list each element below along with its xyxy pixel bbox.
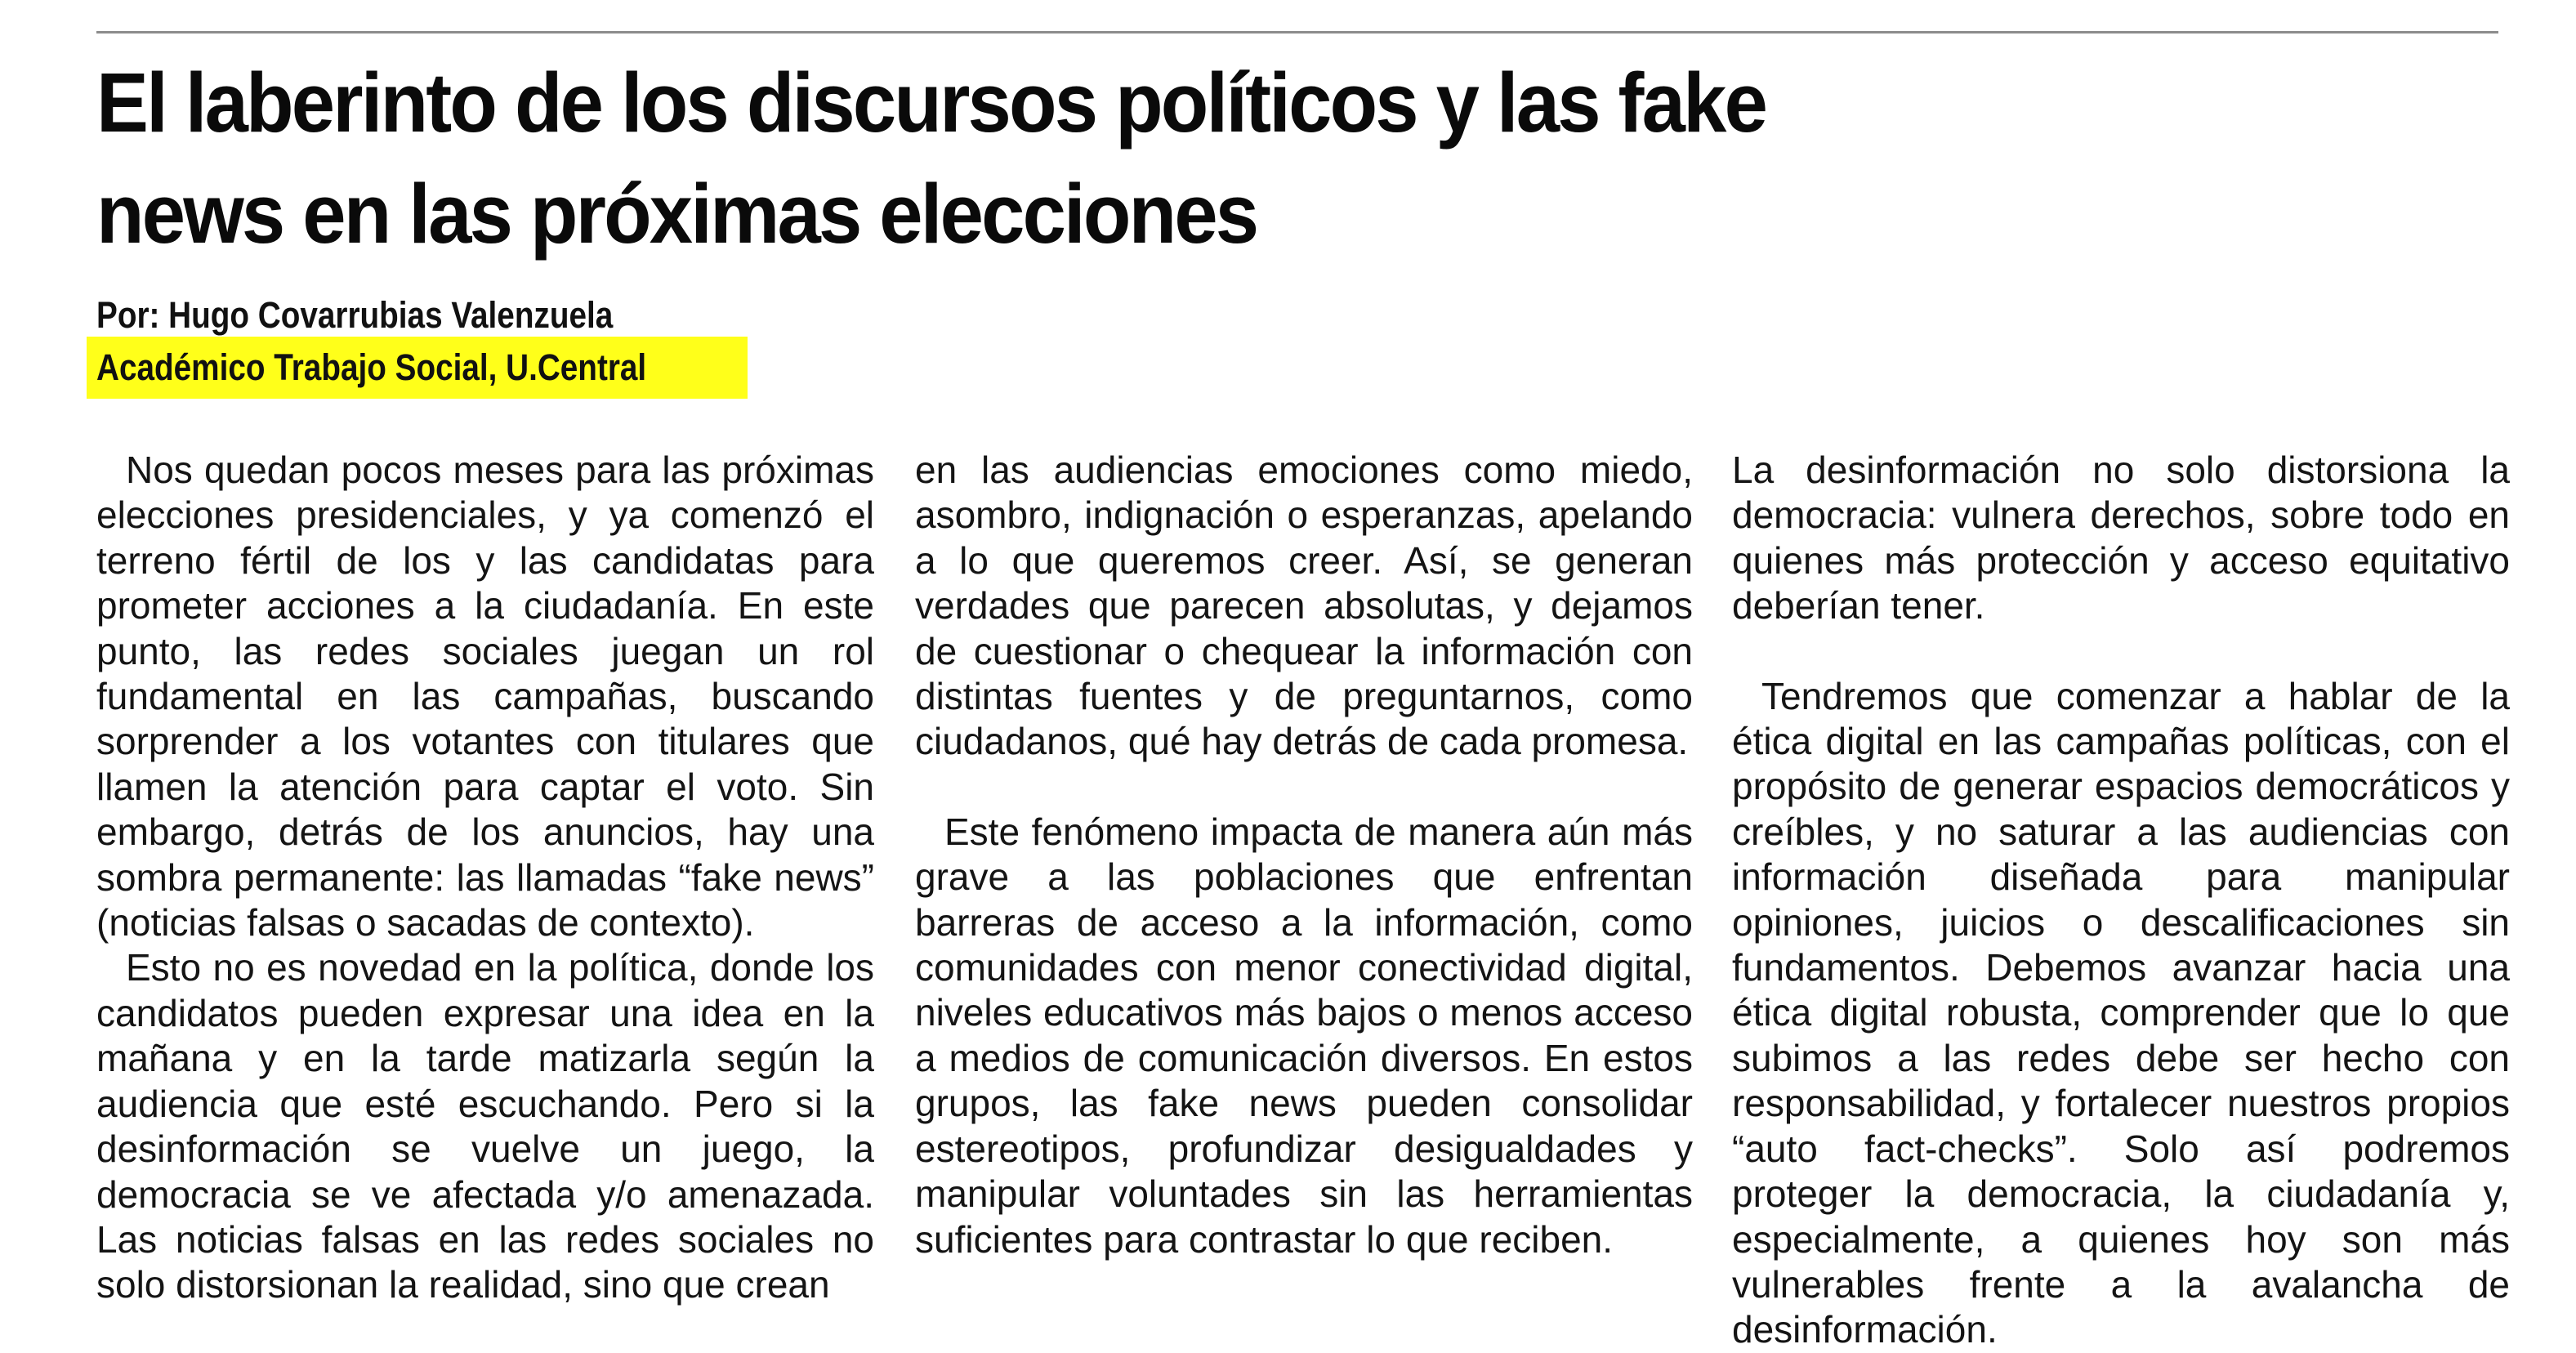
author-affiliation-highlight <box>87 337 748 399</box>
top-rule <box>96 31 2498 33</box>
column-1-paragraph-2: Esto no es novedad en la política, donde los candidatos pueden expresar una idea en la mañana y en la tarde matizarla según la audiencia que esté escuchando. Pero si la desinformación se vuelve un juego, la democracia se ve afectada y/o amenazada. Las noticias falsas en las redes sociales no solo distorsionan la realidad, sino que crean <box>96 946 874 1306</box>
article-column-1 <box>96 448 874 1308</box>
column-3-paragraph-1: La desinformación no solo distorsiona la democracia: vulnera derechos, sobre todo en quienes más protección y acceso equitativo deberían tener. <box>1732 449 2510 627</box>
headline-line-1: El laberinto de los discursos políticos y las fake <box>96 56 1766 150</box>
column-3-paragraph-2: Tendremos que comenzar a hablar de la ética digital en las campañas políticas, con el propósito de generar espacios democráticos y creíbles, y no saturar a las audiencias con información diseñada para manipular opiniones, juicios o descalificaciones sin fundamentos. Debemos avanzar hacia una ética digital robusta, comprender que lo que subimos a las redes debe ser hecho con responsabilidad, y fortalecer nuestros propios “auto fact-checks”. Solo así podremos proteger la democracia, la ciudadanía y, especialmente, a quienes hoy son más vulnerables frente a la avalancha de desinformación. <box>1732 674 2510 1351</box>
article-column-3 <box>1732 448 2510 1353</box>
column-1-paragraph-1: Nos quedan pocos meses para las próximas elecciones presidenciales, y ya comenzó el terreno fértil de los y las candidatas para prometer acciones a la ciudadanía. En este punto, las redes sociales juegan un rol fundamental en las campañas, buscando sorprender a los votantes con titulares que llamen la atención para captar el voto. Sin embargo, detrás de los anuncios, hay una sombra permanente: las llamadas “fake news” (noticias falsas o sacadas de contexto). <box>96 449 874 944</box>
author-affiliation: Académico Trabajo Social, U.Central <box>96 346 647 388</box>
column-2-paragraph-2: Este fenómeno impacta de manera aún más grave a las poblaciones que enfrentan barreras de acceso a la información, como comunidades con menor conectividad digital, niveles educativos más bajos o menos acceso a medios de comunicación diversos. En estos grupos, las fake news pueden consolidar estereotipos, profundizar desigualdades y manipular voluntades sin las herramientas suficientes para contrastar lo que reciben. <box>915 810 1693 1261</box>
column-2-paragraph-1: en las audiencias emociones como miedo, asombro, indignación o esperanzas, apelando a lo que queremos creer. Así, se generan verdades que parecen absolutas, y dejamos de cuestionar o chequear la información con distintas fuentes y de preguntarnos, como ciudadanos, qué hay detrás de cada promesa. <box>915 449 1693 763</box>
article-column-2 <box>915 448 1693 1262</box>
headline-line-2: news en las próximas elecciones <box>96 167 1257 261</box>
article-headline <box>96 47 1844 270</box>
author-byline: Por: Hugo Covarrubias Valenzuela <box>96 294 614 336</box>
